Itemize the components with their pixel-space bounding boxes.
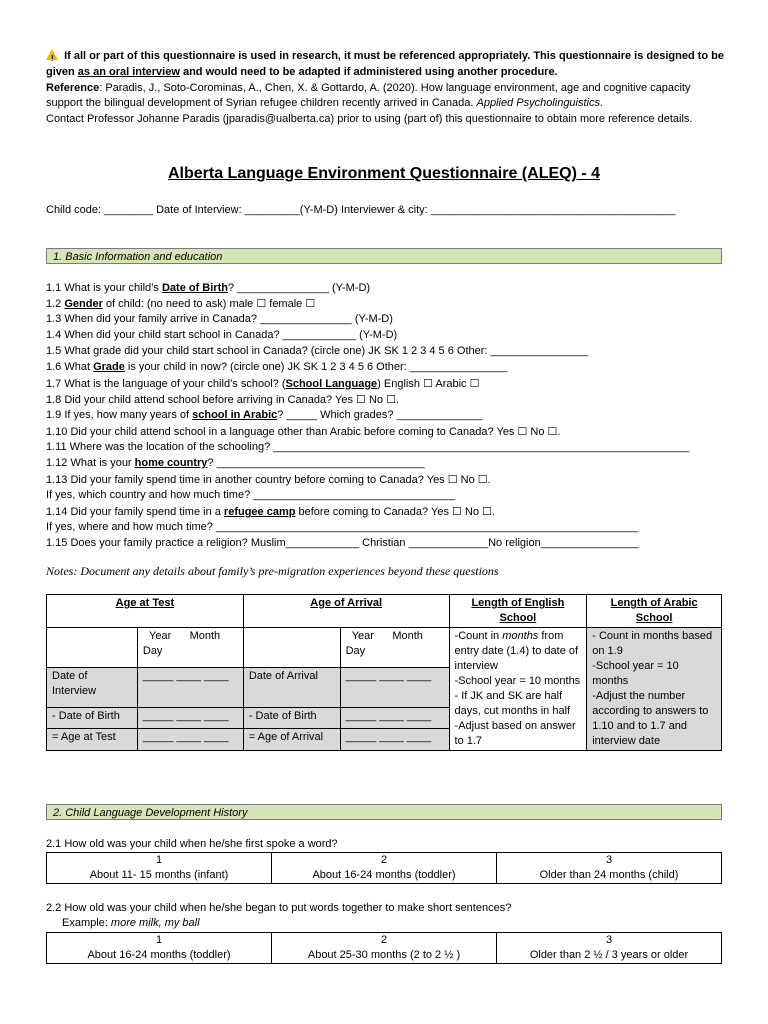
- question-text: 1.8 Did your child attend school before arriving in Canada? Yes ☐ No ☐.: [46, 394, 399, 406]
- question-text: 1.1 What is your child’s: [46, 282, 162, 294]
- blank-field[interactable]: _____ ____ ____: [340, 667, 449, 707]
- question-text-end: before coming to Canada? Yes ☐ No ☐.: [295, 506, 495, 518]
- question-text-end: ? _______________ (Y-M-D): [227, 282, 371, 294]
- minus-dob-label: - Date of Birth: [243, 707, 340, 729]
- contact-text: Contact Professor Johanne Paradis (jparadis@ualberta.ca) prior to using (part of) this questionnaire to obtain more reference details.: [46, 113, 693, 126]
- age-of-arrival-header: Age of Arrival: [243, 595, 449, 628]
- q22-options-table: [46, 932, 722, 964]
- option-number[interactable]: 3: [497, 933, 722, 949]
- option-number[interactable]: 1: [47, 853, 272, 869]
- option-number[interactable]: 3: [497, 853, 722, 869]
- question-keyword: home country: [134, 457, 208, 469]
- question-item: [46, 393, 399, 406]
- question-text: 1.12 What is your: [46, 457, 135, 469]
- question-item: [46, 313, 393, 325]
- warning-text-end: and would need to be adapted if administered using another procedure.: [179, 65, 558, 78]
- option-number[interactable]: 2: [272, 933, 497, 949]
- question-item: [46, 282, 370, 294]
- date-of-interview-label: Date of Interview: [47, 667, 138, 707]
- question-text-end: is your child in now? (circle one) JK SK 1 2 3 4 5 6 Other: ________________: [124, 361, 508, 373]
- question-item: [46, 377, 479, 390]
- question-2-2: 2.2 How old was your child when he/she began to put words together to make short sentences?: [46, 902, 512, 914]
- reference-end: .: [600, 97, 604, 110]
- question-item: [46, 473, 491, 486]
- option-label[interactable]: Older than 24 months (child): [497, 868, 722, 884]
- age-at-test-label: = Age at Test: [47, 729, 138, 751]
- question-text: 1.11 Where was the location of the schooling? ____________________________________________________________________: [46, 441, 690, 453]
- question-text-end: ) English ☐ Arabic ☐: [377, 378, 480, 390]
- blank-field[interactable]: _____ ____ ____: [137, 729, 243, 751]
- ymd-header: Year Month Day: [137, 628, 243, 668]
- minus-dob-label: - Date of Birth: [47, 707, 138, 729]
- blank-field[interactable]: _____ ____ ____: [340, 707, 449, 729]
- question-item: [46, 409, 482, 421]
- question-item: [46, 505, 495, 518]
- question-text: 1.3 When did your family arrive in Canada? _______________ (Y-M-D): [46, 313, 393, 325]
- option-label[interactable]: About 11- 15 months (infant): [47, 868, 272, 884]
- english-school-notes: -Count in months from entry date (1.4) to date of interview -School year = 10 months - If JK and SK are half days, cut months in half -Adjust based on answer to 1.7: [449, 628, 587, 751]
- notes-text: Notes: Document any details about family’s pre-migration experiences beyond these questions: [46, 564, 499, 578]
- question-2-1: 2.1 How old was your child when he/she first spoke a word?: [46, 838, 338, 850]
- question-keyword: School Language: [285, 378, 378, 390]
- question-keyword: Date of Birth: [161, 282, 228, 294]
- question-item: [46, 537, 639, 549]
- date-of-arrival-label: Date of Arrival: [243, 667, 340, 707]
- reference-label: Reference: [46, 81, 100, 94]
- question-item: [46, 489, 455, 501]
- ymd-header: Year Month Day: [340, 628, 449, 668]
- age-of-arrival-label: = Age of Arrival: [243, 729, 340, 751]
- q21-options-table: [46, 852, 722, 884]
- option-label[interactable]: About 16-24 months (toddler): [272, 868, 497, 884]
- blank-field[interactable]: _____ ____ ____: [137, 667, 243, 707]
- blank-field[interactable]: _____ ____ ____: [137, 707, 243, 729]
- question-text: 1.6 What: [46, 361, 94, 373]
- section-1-header: 1. Basic Information and education: [46, 248, 722, 264]
- question-text: 1.13 Did your family spend time in another country before coming to Canada? Yes ☐ No ☐.: [46, 474, 491, 486]
- empty-cell: [47, 628, 138, 668]
- question-text: If yes, which country and how much time? _________________________________: [46, 489, 456, 501]
- question-item: [46, 425, 560, 438]
- question-item: [46, 441, 689, 453]
- warning-text: If all or part of this questionnaire is used in research, it must be referenced appropriately. This questionnaire is designed to be given: [46, 50, 725, 78]
- question-text: 1.14 Did your family spend time in a: [46, 506, 224, 518]
- child-code-line: Child code: ________ Date of Interview: _________(Y-M-D) Interviewer & city: ________________________________________: [46, 204, 676, 216]
- question-item: [46, 457, 425, 469]
- option-label[interactable]: Older than 2 ½ / 3 years or older: [497, 948, 722, 964]
- question-text: 1.4 When did your child start school in Canada? ____________ (Y-M-D): [46, 329, 398, 341]
- option-label[interactable]: About 25-30 months (2 to 2 ½ ): [272, 948, 497, 964]
- option-label[interactable]: About 16-24 months (toddler): [47, 948, 272, 964]
- question-text-end: ? __________________________________: [207, 457, 425, 469]
- question-keyword: Grade: [93, 361, 125, 373]
- reference-journal: Applied Psycholinguistics: [476, 97, 600, 110]
- question-text: If yes, where and how much time? _____________________________________________________________________: [46, 521, 639, 533]
- warning-underlined: as an oral interview: [77, 65, 180, 78]
- question-keyword: school in Arabic: [192, 409, 278, 421]
- question-item: [46, 297, 315, 310]
- blank-field[interactable]: _____ ____ ____: [340, 729, 449, 751]
- question-text: 1.7 What is the language of your child’s school? (: [46, 378, 286, 390]
- question-item: [46, 329, 397, 341]
- option-number[interactable]: 2: [272, 853, 497, 869]
- question-item: [46, 521, 638, 533]
- arabic-school-notes: - Count in months based on 1.9 -School year = 10 months -Adjust the number according to answers to 1.10 and to 1.7 and interview date: [587, 628, 722, 751]
- empty-cell: [243, 628, 340, 668]
- question-item: [46, 361, 508, 373]
- arabic-school-header: Length of Arabic School: [587, 595, 722, 628]
- question-text: 1.10 Did your child attend school in a language other than Arabic before coming to Canada? Yes ☐ No ☐.: [46, 426, 561, 438]
- english-school-header: Length of English School: [449, 595, 587, 628]
- section-2-header: 2. Child Language Development History: [46, 804, 722, 820]
- question-text: 1.9 If yes, how many years of: [46, 409, 193, 421]
- question-text-end: of child: (no need to ask) male ☐ female ☐: [102, 298, 316, 310]
- question-item: [46, 345, 588, 357]
- question-text: 1.5 What grade did your child start school in Canada? (circle one) JK SK 1 2 3 4 5 6 Other: ________________: [46, 345, 589, 357]
- question-text-end: ? _____ Which grades? ______________: [277, 409, 483, 421]
- page-title: Alberta Language Environment Questionnaire (ALEQ) - 4: [167, 165, 601, 182]
- age-at-test-header: Age at Test: [47, 595, 244, 628]
- question-keyword: Gender: [64, 298, 103, 310]
- example-line: Example: more milk, my ball: [62, 917, 200, 929]
- option-number[interactable]: 1: [47, 933, 272, 949]
- intro-block: [46, 48, 726, 128]
- question-keyword: refugee camp: [223, 506, 296, 518]
- warning-icon: !: [46, 49, 58, 60]
- question-text: 1.15 Does your family practice a religion? Muslim____________ Christian _____________No religion________________: [46, 537, 639, 549]
- question-text: 1.2: [46, 298, 65, 310]
- reference-text: : Paradis, J., Soto-Corominas, A., Chen, X. & Gottardo, A. (2020). How language environment, age and cognitive capacity support the bilingual development of Syrian refugee children recently arrived in Canada.: [46, 81, 691, 110]
- age-table: [46, 594, 722, 751]
